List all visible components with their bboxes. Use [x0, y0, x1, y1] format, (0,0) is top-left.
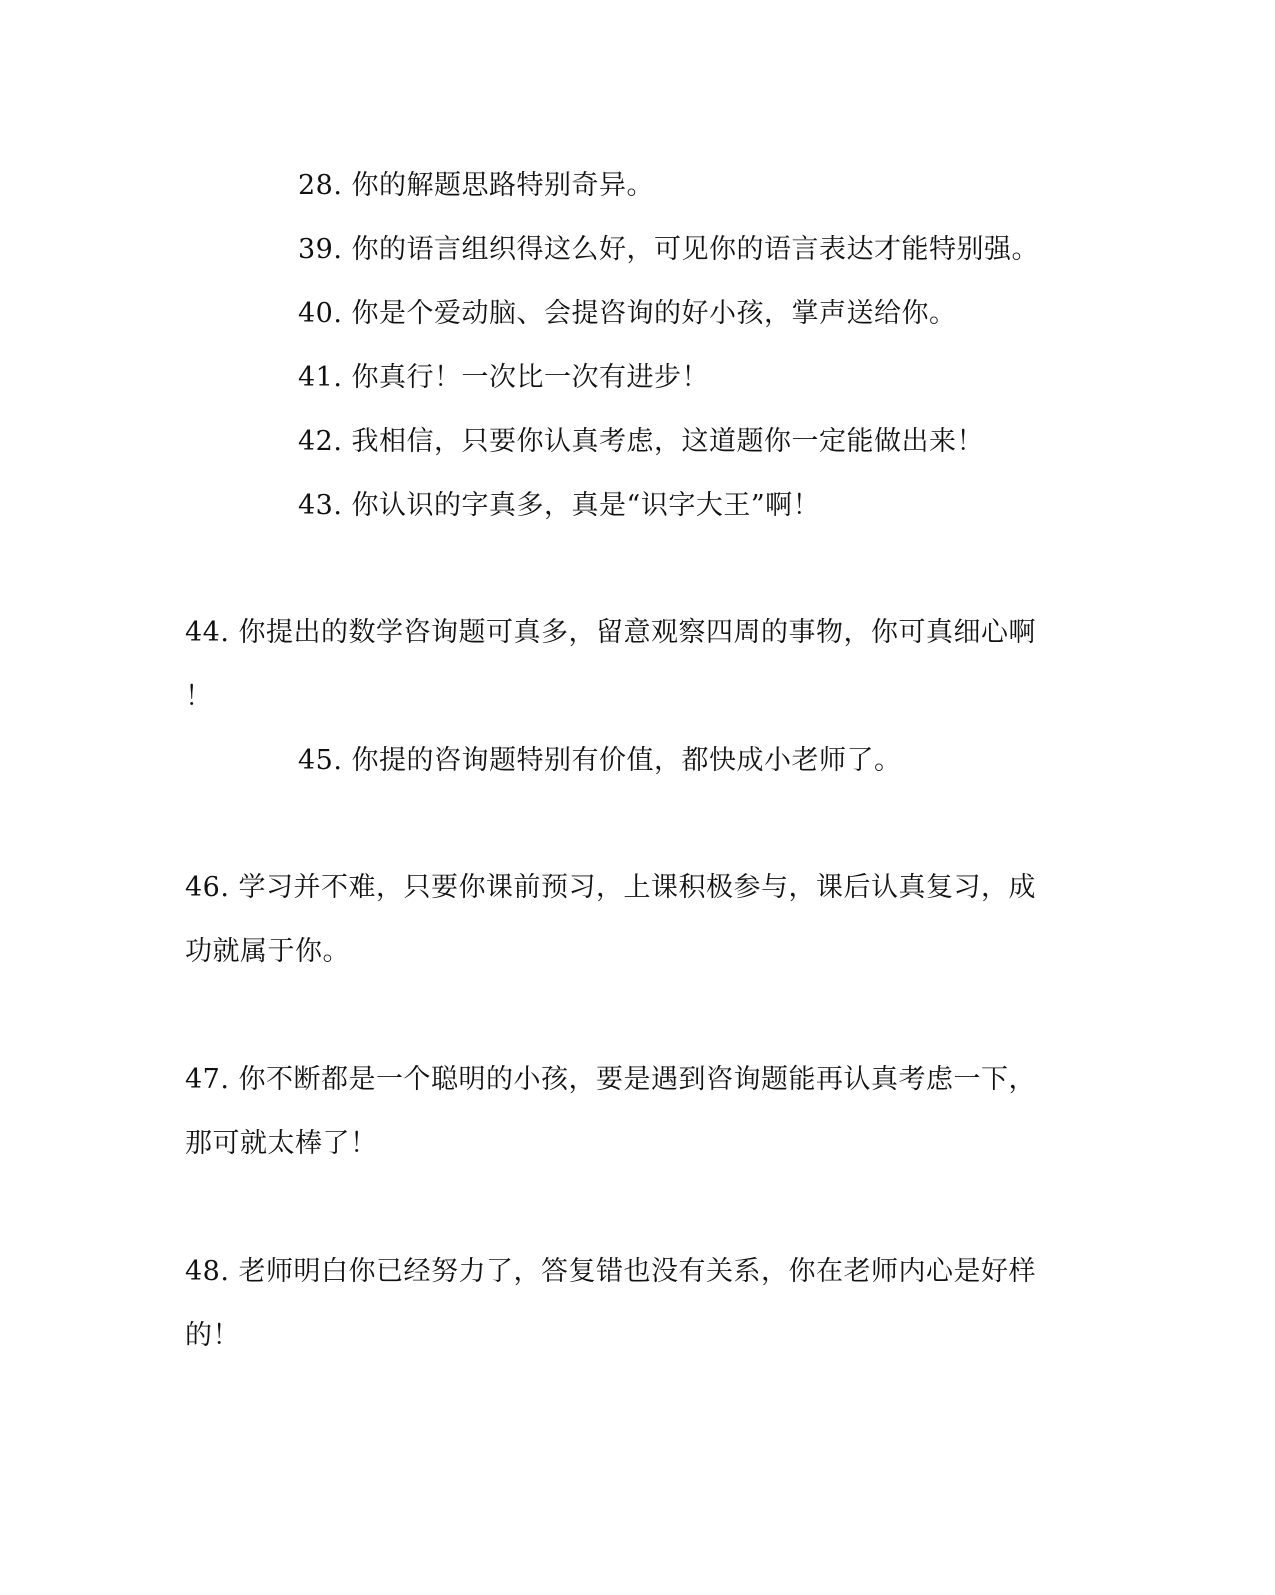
- encouragement-line-40: 40. 你是个爱动脑、会提咨询的好小孩，掌声送给你。: [298, 298, 957, 329]
- encouragement-line-46-cont: 功就属于你。: [185, 936, 350, 967]
- encouragement-line-42: 42. 我相信，只要你认真考虑，这道题你一定能做出来！: [298, 426, 985, 457]
- encouragement-line-48-cont: 的！: [185, 1320, 240, 1351]
- encouragement-line-43: 43. 你认识的字真多，真是“识字大王”啊！: [298, 490, 821, 521]
- encouragement-line-46: 46. 学习并不难，只要你课前预习，上课积极参与，课后认真复习，成: [185, 872, 1037, 903]
- encouragement-line-48: 48. 老师明白你已经努力了，答复错也没有关系，你在老师内心是好样: [185, 1256, 1037, 1287]
- encouragement-line-45: 45. 你提的咨询题特别有价值，都快成小老师了。: [298, 745, 902, 776]
- encouragement-line-39: 39. 你的语言组织得这么好，可见你的语言表达才能特别强。: [298, 234, 1040, 265]
- encouragement-line-41: 41. 你真行！一次比一次有进步！: [298, 362, 710, 393]
- encouragement-line-28: 28. 你的解题思路特别奇异。: [298, 170, 655, 201]
- encouragement-line-44-cont: ！: [185, 681, 213, 712]
- encouragement-line-47-cont: 那可就太棒了！: [185, 1128, 378, 1159]
- encouragement-line-47: 47. 你不断都是一个聪明的小孩，要是遇到咨询题能再认真考虑一下，: [185, 1064, 1037, 1095]
- encouragement-line-44: 44. 你提出的数学咨询题可真多，留意观察四周的事物，你可真细心啊: [185, 617, 1037, 648]
